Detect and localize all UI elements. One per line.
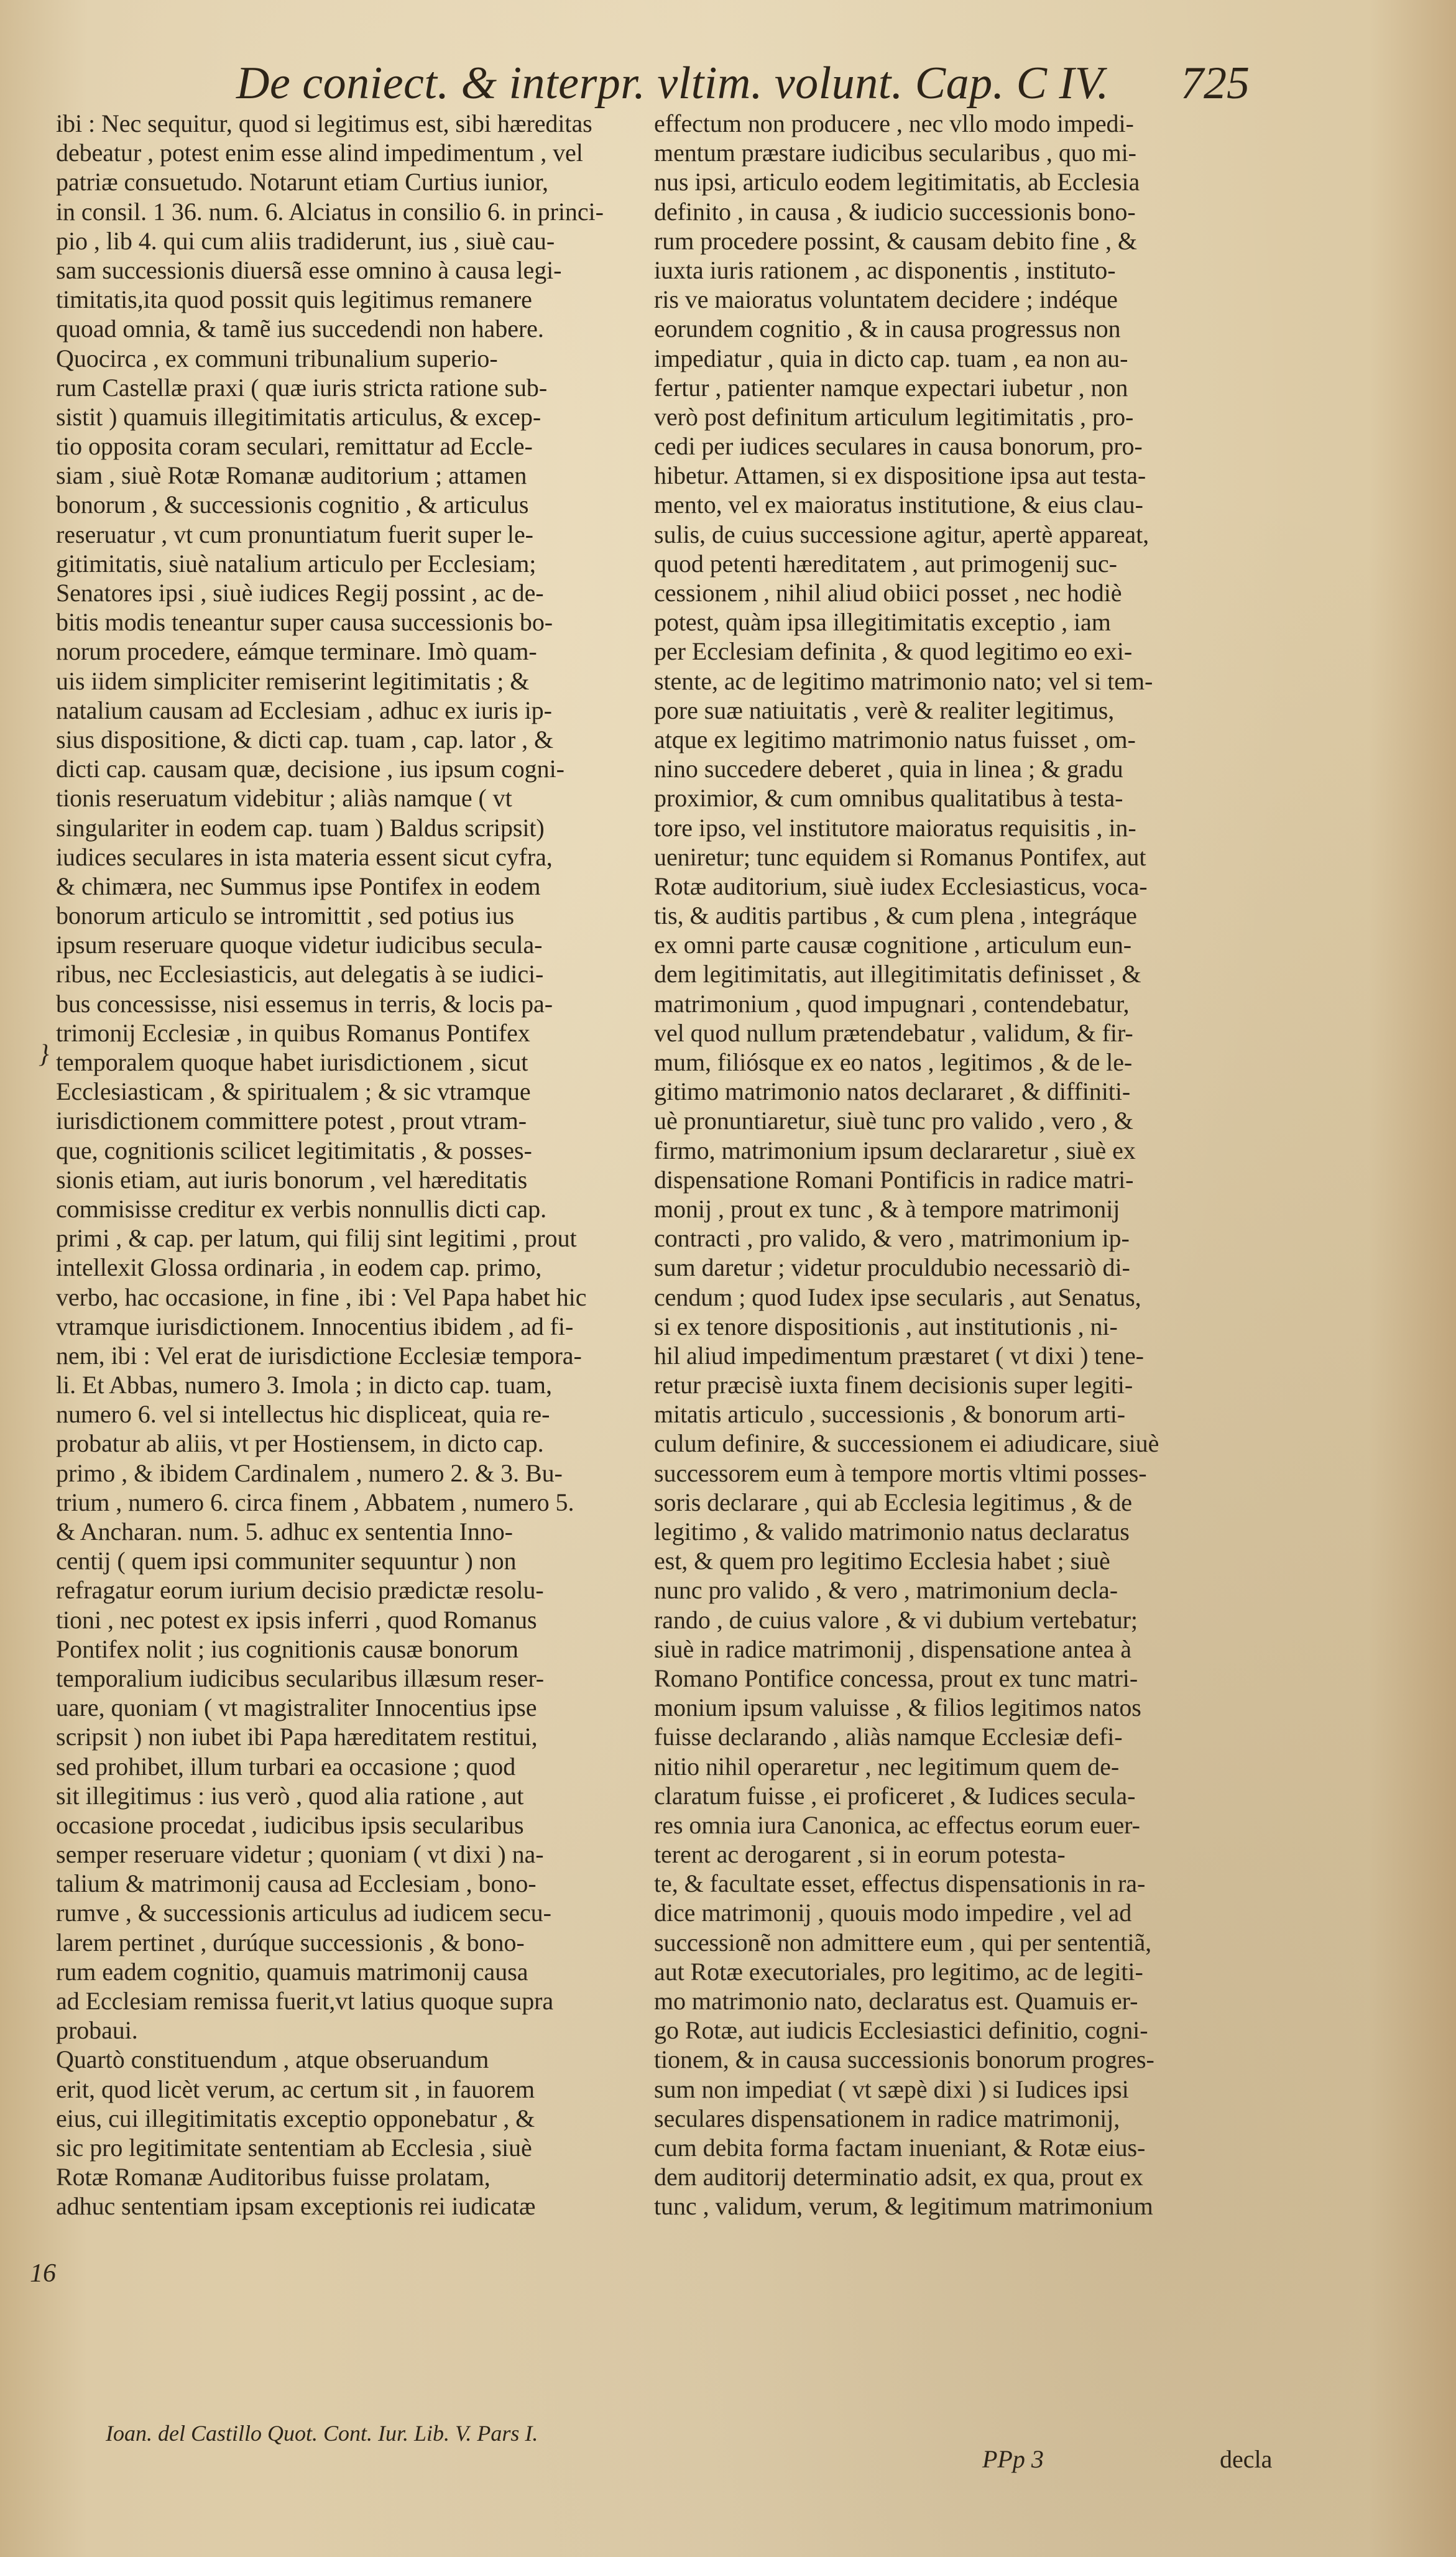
text-line: monij , prout ex tunc , & à tempore matrimonij — [654, 1194, 1120, 1223]
text-line: cum debita forma factam inueniant, & Rotæ eius- — [654, 2133, 1146, 2162]
text-line: eorundem cognitio , & in causa progressus non — [654, 315, 1121, 343]
text-line: scripsit ) non iubet ibi Papa hæreditatem restitui, — [56, 1723, 538, 1751]
text-line: uare, quoniam ( vt magistraliter Innocentius ipse — [56, 1693, 537, 1722]
text-line: primo , & ibidem Cardinalem , numero 2. & 3. Bu- — [56, 1458, 563, 1487]
text-line: mum, filiósque ex eo natos , legitimos , & de le- — [654, 1048, 1133, 1076]
text-line: & Ancharan. num. 5. adhuc ex sententia Inno- — [56, 1518, 513, 1546]
text-line: sionis etiam, aut iuris bonorum , vel hæreditatis — [56, 1165, 528, 1194]
text-line: tunc , validum, verum, & legitimum matrimonium — [654, 2192, 1153, 2221]
text-line: nem, ibi : Vel erat de iurisdictione Ecclesiæ tempora- — [56, 1341, 582, 1370]
text-line: sistit ) quamuis illegitimitatis articulus, & excep- — [56, 402, 541, 431]
text-line: quoad omnia, & tamẽ ius succedendi non habere. — [56, 315, 544, 343]
text-line: Quartò constituendum , atque obseruandum — [56, 2045, 489, 2074]
text-line: te, & facultate esset, effectus dispensationis in ra- — [654, 1869, 1146, 1898]
text-line: semper reseruare videtur ; quoniam ( vt dixi ) na- — [56, 1840, 544, 1869]
text-line: dem legitimitatis, aut illegitimitatis definisset , & — [654, 960, 1141, 988]
margin-marker: } — [39, 1040, 49, 1069]
text-line: patriæ consuetudo. Notarunt etiam Curtius iunior, — [56, 168, 549, 196]
right-text-column — [654, 109, 1245, 2221]
signature-mark: PPp 3 — [982, 2445, 1044, 2473]
text-line: hil aliud impedimentum præstaret ( vt dixi ) tene- — [654, 1341, 1144, 1370]
text-line: sam successionis diuersã esse omnino à causa legi- — [56, 256, 562, 284]
text-line: go Rotæ, aut iudicis Ecclesiastici definitio, cogni- — [654, 2016, 1148, 2045]
text-line: mento, vel ex maioratus institutione, & eius clau- — [654, 491, 1143, 519]
text-line: cedi per iudices seculares in causa bonorum, pro- — [654, 432, 1143, 461]
text-line: dice matrimonij , quouis modo impedire , vel ad — [654, 1899, 1132, 1927]
text-line: per Ecclesiam definita , & quod legitimo eo exi- — [654, 637, 1133, 666]
text-line: gitimitatis, siuè natalium articulo per Ecclesiam; — [56, 549, 537, 578]
text-line: iurisdictionem committere potest , prout vtram- — [56, 1107, 527, 1135]
text-line: temporalem quoque habet iurisdictionem , sicut — [56, 1048, 528, 1076]
text-line: numero 6. vel si intellectus hic displiceat, quia re- — [56, 1400, 550, 1429]
text-line: effectum non producere , nec vllo modo impedi- — [654, 109, 1134, 137]
text-line: proximior, & cum omnibus qualitatibus à testa- — [654, 784, 1123, 813]
text-line: commisisse creditur ex verbis nonnullis dicti cap. — [56, 1194, 547, 1223]
text-line: retur præcisè iuxta finem decisionis super legiti- — [654, 1371, 1133, 1399]
text-line: reseruatur , vt cum pronuntiatum fuerit super le- — [56, 520, 533, 548]
text-line: talium & matrimonij causa ad Ecclesiam , bono- — [56, 1869, 537, 1898]
text-line: timitatis,ita quod possit quis legitimus remanere — [56, 285, 532, 314]
text-line: sulis, de cuius successione agitur, apertè appareat, — [654, 520, 1150, 548]
catchword: decla — [1220, 2445, 1273, 2473]
text-line: adhuc sententiam ipsam exceptionis rei iudicatæ — [56, 2192, 536, 2221]
text-line: firmo, matrimonium ipsum declararetur , siuè ex — [654, 1136, 1136, 1164]
text-line: rumve , & successionis articulus ad iudicem secu- — [56, 1899, 551, 1927]
text-line: eius, cui illegitimitatis exceptio opponebatur , & — [56, 2104, 535, 2132]
text-line: ad Ecclesiam remissa fuerit,vt latius quoque supra — [56, 1987, 554, 2015]
text-line: rando , de cuius valore , & vi dubium vertebatur; — [654, 1605, 1138, 1634]
text-line: Quocirca , ex communi tribunalium superio- — [56, 344, 498, 372]
text-line: bonorum articulo se intromittit , sed potius ius — [56, 901, 515, 930]
text-line: res omnia iura Canonica, ac effectus eorum euer- — [654, 1810, 1140, 1839]
text-line: singulariter in eodem cap. tuam ) Baldus scripsit) — [56, 813, 545, 842]
text-line: ex omni parte causæ cognitione , articulum eun- — [654, 931, 1132, 959]
text-line: ueniretur; tunc equidem si Romanus Pontifex, aut — [654, 842, 1146, 871]
text-line: definito , in causa , & iudicio successionis bono- — [654, 197, 1136, 226]
text-line: bitis modis teneantur super causa successionis bo- — [56, 608, 553, 637]
text-line: probaui. — [56, 2016, 138, 2045]
text-line: cessionem , nihil aliud obiici posset , nec hodiè — [654, 579, 1122, 607]
text-line: successorem eum à tempore mortis vltimi posses- — [654, 1458, 1147, 1487]
text-line: est, & quem pro legitimo Ecclesia habet ; siuè — [654, 1547, 1110, 1575]
text-line: dispensatione Romani Pontificis in radice matri- — [654, 1165, 1134, 1194]
text-line: intellexit Glossa ordinaria , in eodem cap. primo, — [56, 1253, 542, 1282]
text-line: norum procedere, eámque terminare. Imò quam- — [56, 637, 537, 666]
text-line: dem auditorij determinatio adsit, ex qua, prout ex — [654, 2163, 1143, 2191]
text-line: si ex tenore dispositionis , aut institutionis , ni- — [654, 1312, 1118, 1340]
margin-note-paragraph-number: 16 — [30, 2259, 56, 2288]
text-line: impediatur , quia in dicto cap. tuam , ea non au- — [654, 344, 1128, 372]
page-header — [236, 57, 1250, 113]
text-line: sius dispositione, & dicti cap. tuam , cap. lator , & — [56, 725, 554, 753]
text-line: uè pronuntiaretur, siuè tunc pro valido , vero , & — [654, 1107, 1133, 1135]
text-line: tioni , nec potest ex ipsis inferri , quod Romanus — [56, 1605, 537, 1634]
page-number: 725 — [1181, 58, 1250, 109]
text-line: in consil. 1 36. num. 6. Alciatus in consilio 6. in princi- — [56, 197, 604, 226]
text-line: rum Castellæ praxi ( quæ iuris stricta ratione sub- — [56, 373, 548, 402]
text-line: sum non impediat ( vt sæpè dixi ) si Iudices ipsi — [654, 2075, 1129, 2103]
text-line: sed prohibet, illum turbari ea occasione ; quod — [56, 1752, 516, 1781]
text-line: nitio nihil operaretur , nec legitimum quem de- — [654, 1752, 1120, 1781]
text-line: bonorum , & successionis cognitio , & articulus — [56, 491, 529, 519]
text-line: refragatur eorum iurium decisio prædictæ resolu- — [56, 1576, 544, 1605]
text-line: tis, & auditis partibus , & cum plena , integráque — [654, 901, 1137, 930]
text-line: uis iidem simpliciter remiserint legitimitatis ; & — [56, 666, 530, 695]
text-line: seculares dispensationem in radice matrimonij, — [654, 2104, 1120, 2132]
text-line: iudices seculares in ista materia essent sicut cyfra, — [56, 842, 553, 871]
text-line: ribus, nec Ecclesiasticis, aut delegatis à se iudici- — [56, 960, 544, 988]
text-line: gitimo matrimonio natos declararet , & diffiniti- — [654, 1077, 1131, 1106]
text-line: nus ipsi, articulo eodem legitimitatis, ab Ecclesia — [654, 168, 1140, 196]
text-line: Ecclesiasticam , & spiritualem ; & sic vtramque — [56, 1077, 531, 1106]
text-line: primi , & cap. per latum, qui filij sint legitimi , prout — [56, 1224, 577, 1253]
text-line: quod petenti hæreditatem , aut primogenij suc- — [654, 549, 1117, 578]
text-line: iuxta iuris rationem , ac disponentis , instituto- — [654, 256, 1116, 284]
text-line: mentum præstare iudicibus secularibus , quo mi- — [654, 139, 1136, 167]
text-line: trium , numero 6. circa finem , Abbatem , numero 5. — [56, 1488, 574, 1516]
text-line: aut Rotæ executoriales, pro legitimo, ac de legiti- — [654, 1957, 1143, 1986]
text-line: & chimæra, nec Summus ipse Pontifex in eodem — [56, 872, 541, 900]
text-line: fuisse declarando , aliàs namque Ecclesiæ defi- — [654, 1723, 1123, 1751]
text-line: culum definire, & successionem ei adiudicare, siuè — [654, 1429, 1159, 1458]
text-line: potest, quàm ipsa illegitimitatis exceptio , iam — [654, 608, 1111, 637]
text-line: Rotæ Romanæ Auditoribus fuisse prolatam, — [56, 2163, 491, 2191]
text-line: natalium causam ad Ecclesiam , adhuc ex iuris ip- — [56, 696, 552, 724]
text-line: claratum fuisse , ei proficeret , & Iudices secula- — [654, 1781, 1136, 1810]
text-line: legitimo , & valido matrimonio natus declaratus — [654, 1518, 1130, 1546]
text-line: ibi : Nec sequitur, quod si legitimus est, sibi hæreditas — [56, 109, 592, 137]
text-line: contracti , pro valido, & vero , matrimonium ip- — [654, 1224, 1130, 1253]
footer-author-line: Ioan. del Castillo Quot. Cont. Iur. Lib. V. Pars I. — [106, 2421, 538, 2446]
text-line: dicti cap. causam quæ, decisione , ius ipsum cogni- — [56, 755, 564, 783]
text-line: tio opposita coram seculari, remittatur ad Eccle- — [56, 432, 533, 461]
text-line: debeatur , potest enim esse alind impedimentum , vel — [56, 139, 583, 167]
text-line: Pontifex nolit ; ius cognitionis causæ bonorum — [56, 1634, 518, 1663]
text-line: successionẽ non admittere eum , qui per sententiã, — [654, 1928, 1152, 1956]
text-line: fertur , patienter namque expectari iubetur , non — [654, 373, 1128, 402]
text-line: verbo, hac occasione, in fine , ibi : Vel Papa habet hic — [56, 1283, 587, 1311]
text-line: stente, ac de legitimo matrimonio nato; vel si tem- — [654, 666, 1153, 695]
text-line: atque ex legitimo matrimonio natus fuisset , om- — [654, 725, 1136, 753]
text-line: sum daretur ; videtur proculdubio necessariò di- — [654, 1253, 1130, 1282]
text-line: mo matrimonio nato, declaratus est. Quamuis er- — [654, 1987, 1138, 2015]
left-text-column — [56, 109, 647, 2221]
text-line: sit illegitimus : ius verò , quod alia ratione , aut — [56, 1781, 524, 1810]
text-line: nino succedere deberet , quia in linea ; & gradu — [654, 755, 1123, 783]
text-line: bus concessisse, nisi essemus in terris, & locis pa- — [56, 989, 553, 1018]
text-line: erit, quod licèt verum, ac certum sit , in fauorem — [56, 2075, 535, 2103]
text-line: mitatis articulo , successionis , & bonorum arti- — [654, 1400, 1126, 1429]
text-line: soris declarare , qui ab Ecclesia legitimus , & de — [654, 1488, 1132, 1516]
text-line: tionem, & in causa successionis bonorum progres- — [654, 2045, 1154, 2074]
text-line: siuè in radice matrimonij , dispensatione antea à — [654, 1634, 1131, 1663]
text-line: terent ac derogarent , si in eorum potesta- — [654, 1840, 1066, 1869]
text-line: sic pro legitimitate sententiam ab Ecclesia , siuè — [56, 2133, 532, 2162]
text-line: vtramque iurisdictionem. Innocentius ibidem , ad fi- — [56, 1312, 574, 1340]
text-line: larem pertinet , durúque successionis , & bono- — [56, 1928, 525, 1956]
text-line: nunc pro valido , & vero , matrimonium decla- — [654, 1576, 1118, 1605]
text-line: Senatores ipsi , siuè iudices Regij possint , ac de- — [56, 579, 544, 607]
text-line: cendum ; quod Iudex ipse secularis , aut Senatus, — [654, 1283, 1141, 1311]
text-line: Rotæ auditorium, siuè iudex Ecclesiasticus, voca- — [654, 872, 1148, 900]
text-line: ipsum reseruare quoque videtur iudicibus secula- — [56, 931, 543, 959]
text-line: siam , siuè Rotæ Romanæ auditorium ; attamen — [56, 461, 527, 490]
text-line: trimonij Ecclesiæ , in quibus Romanus Pontifex — [56, 1018, 530, 1047]
text-line: centij ( quem ipsi communiter sequuntur ) non — [56, 1547, 517, 1575]
text-line: hibetur. Attamen, si ex dispositione ipsa aut testa- — [654, 461, 1146, 490]
text-line: monium ipsum valuisse , & filios legitimos natos — [654, 1693, 1141, 1722]
text-line: tionis reseruatum videbitur ; aliàs namque ( vt — [56, 784, 512, 813]
text-line: Romano Pontifice concessa, prout ex tunc matri- — [654, 1664, 1138, 1692]
text-line: tore ipso, vel institutore maioratus requisitis , in- — [654, 813, 1136, 842]
text-line: temporalium iudicibus secularibus illæsum reser- — [56, 1664, 545, 1692]
text-line: vel quod nullum prætendebatur , validum, & fir- — [654, 1018, 1133, 1047]
text-line: ris ve maioratus voluntatem decidere ; indéque — [654, 285, 1118, 314]
running-title: De coniect. & interpr. vltim. volunt. Cap. C IV. — [236, 58, 1109, 109]
text-line: pore suæ natiuitatis , verè & realiter legitimus, — [654, 696, 1115, 724]
text-line: probatur ab aliis, vt per Hostiensem, in dicto cap. — [56, 1429, 544, 1458]
text-line: matrimonium , quod impugnari , contendebatur, — [654, 989, 1130, 1018]
text-line: pio , lib 4. qui cum aliis tradiderunt, ius , siuè cau- — [56, 226, 555, 255]
text-line: que, cognitionis scilicet legitimitatis , & posses- — [56, 1136, 532, 1164]
text-line: verò post definitum articulum legitimitatis , pro- — [654, 402, 1134, 431]
text-line: occasione procedat , iudicibus ipsis secularibus — [56, 1810, 524, 1839]
text-line: li. Et Abbas, numero 3. Imola ; in dicto cap. tuam, — [56, 1371, 552, 1399]
text-line: rum eadem cognitio, quamuis matrimonij causa — [56, 1957, 528, 1986]
text-line: rum procedere possint, & causam debito fine , & — [654, 226, 1137, 255]
